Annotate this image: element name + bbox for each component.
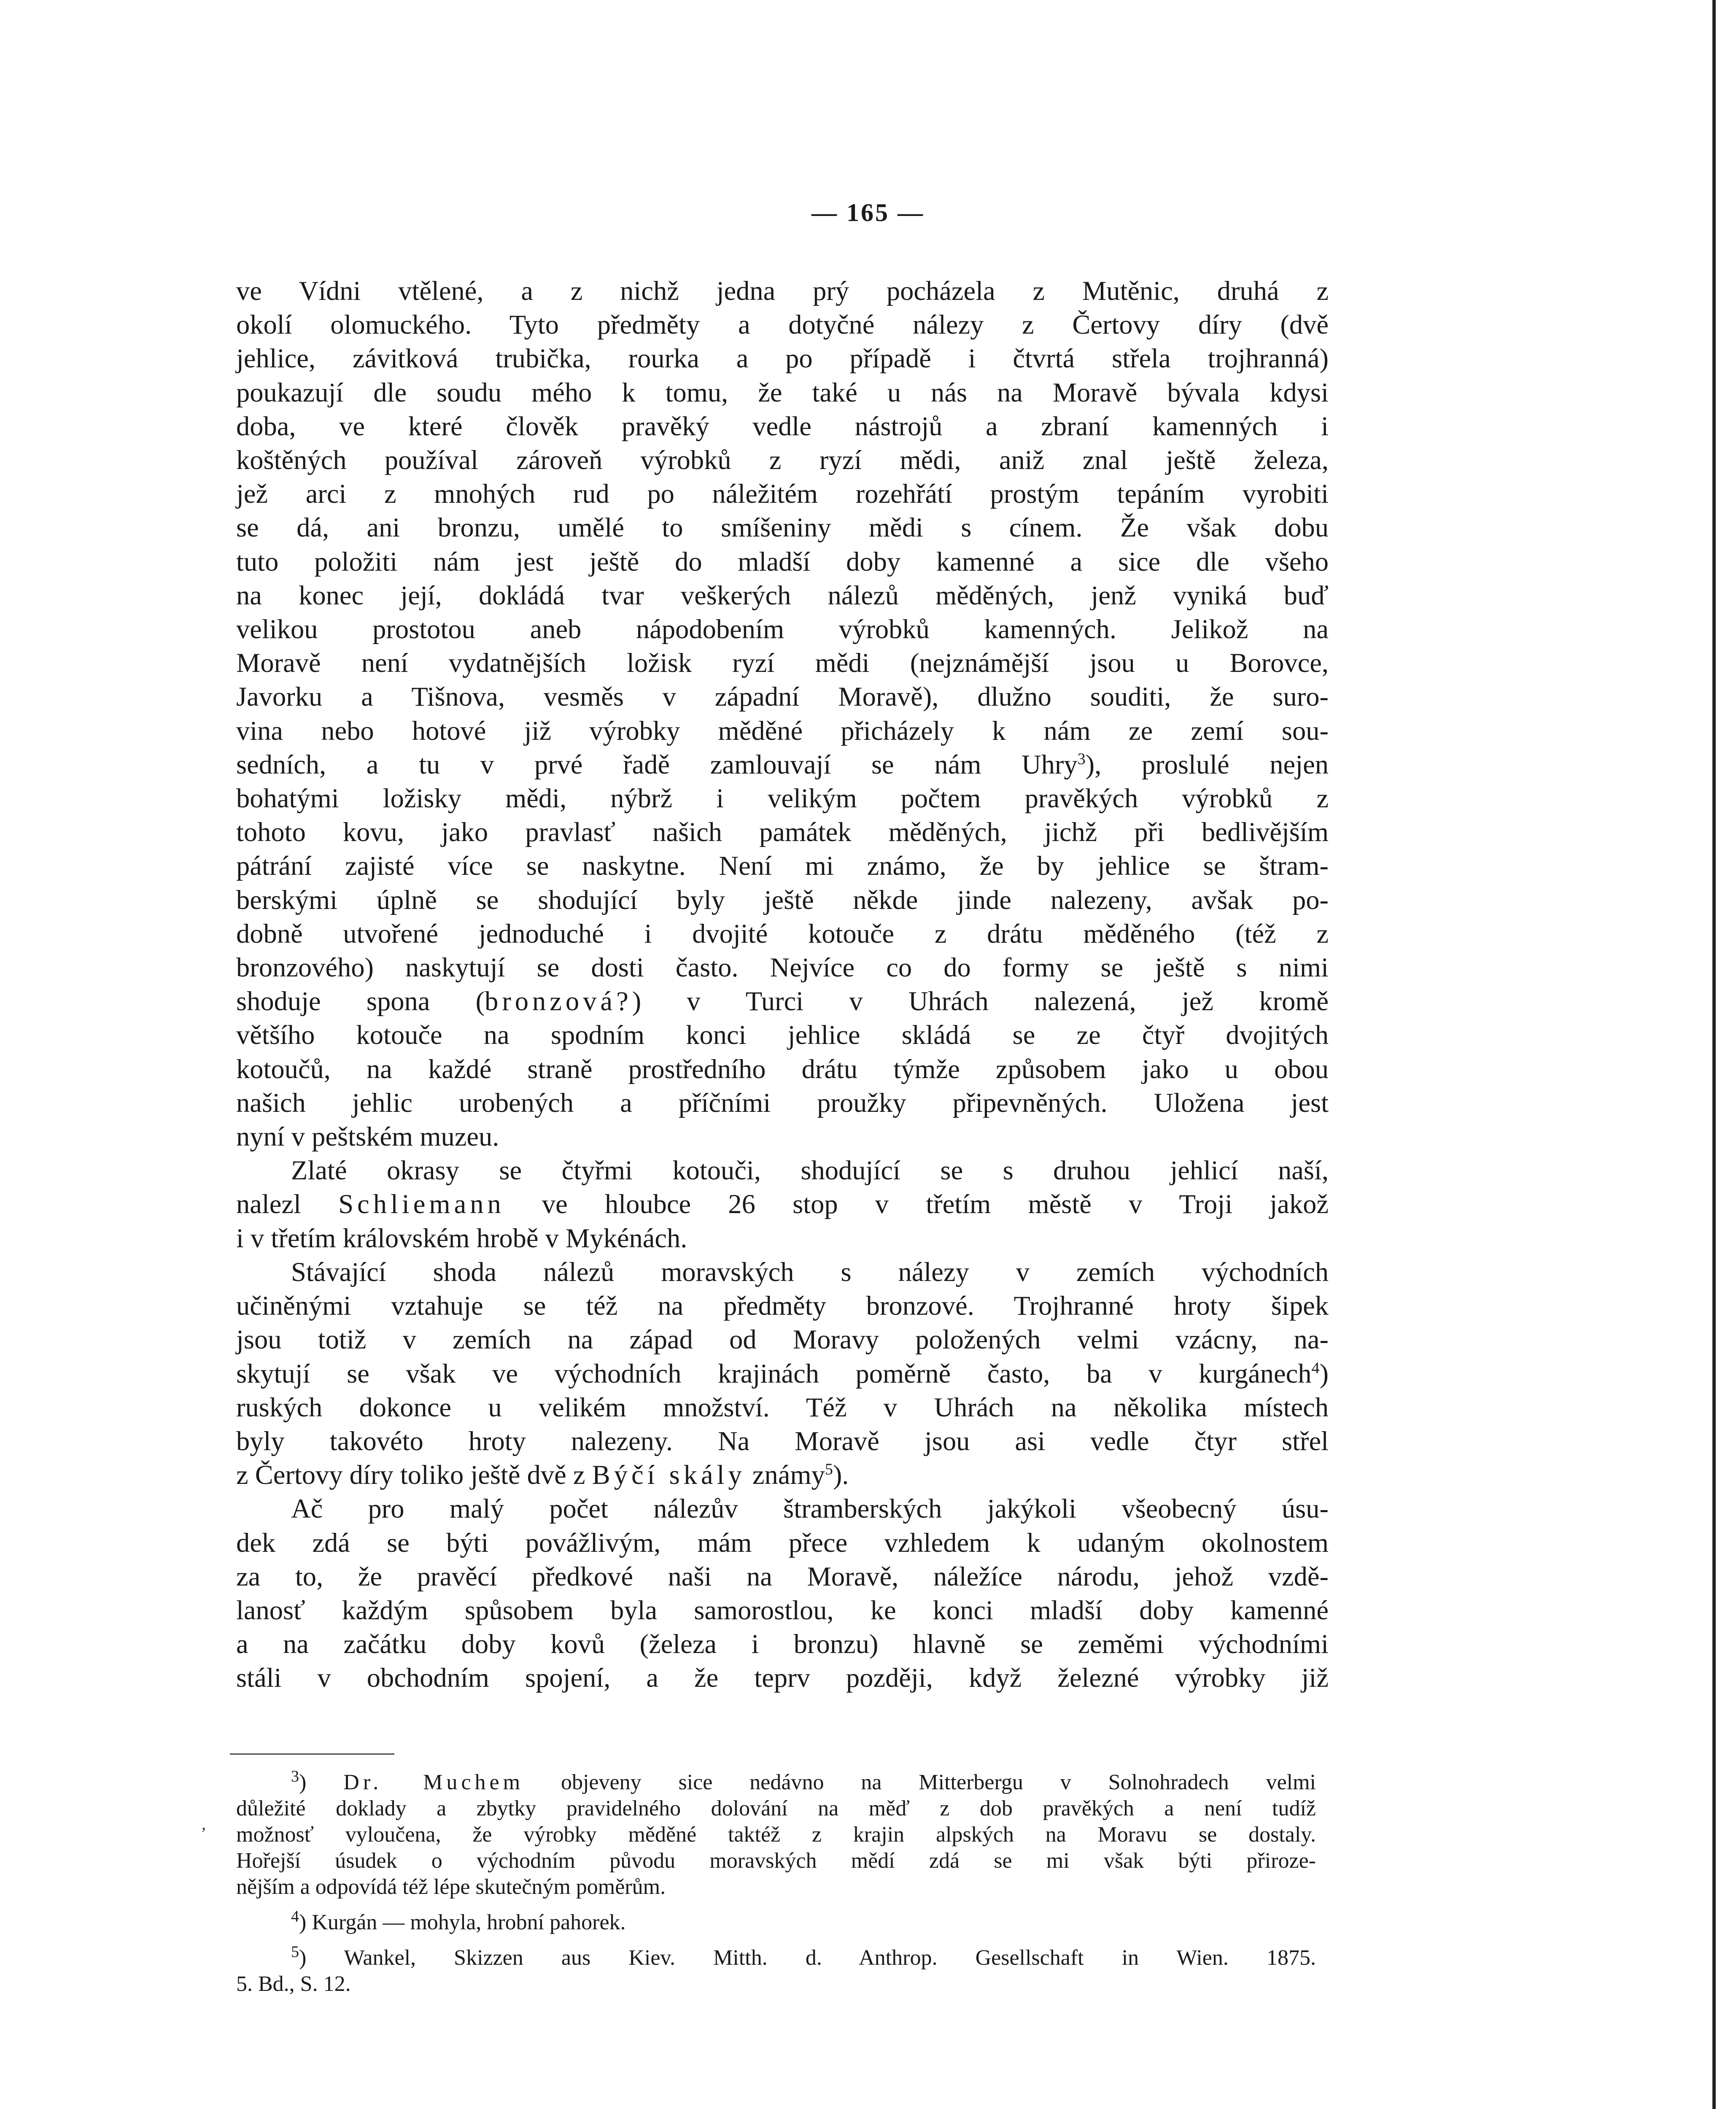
footnote-line: Hořejší úsudek o východním původu moravských mědí zdá se mi však býti přiroze-	[236, 1849, 1316, 1873]
footnote-5	[236, 1945, 1316, 1997]
text-line: koštěných používal zároveň výrobků z ryzí mědi, aniž znal ještě železa,	[236, 445, 1329, 475]
paragraph-1	[236, 274, 1329, 1154]
footnote-3	[236, 1769, 1316, 1900]
text-line: byly takovéto hroty nalezeny. Na Moravě jsou asi vedle čtyr střel	[236, 1426, 1329, 1456]
footnote-line	[236, 1945, 1316, 1971]
text-line: dobně utvořené jednoduché i dvojité kotouče z drátu měděného (též z	[236, 918, 1329, 949]
text-line: Ač pro malý počet nálezův štramberských jakýkoli všeobecný úsu-	[291, 1494, 1329, 1524]
text-line	[236, 984, 1329, 1018]
text-segment: ).	[833, 1460, 849, 1490]
footnote-divider	[230, 1753, 394, 1755]
footnote-text: ) Wankel, Skizzen aus Kiev. Mitth. d. Anthrop. Gesellschaft in Wien. 1875.	[299, 1946, 1316, 1970]
footnote-author: Dr. Muchem	[343, 1770, 524, 1794]
text-line: se dá, ani bronzu, umělé to smíšeniny mědi s cínem. Že však dobu	[236, 512, 1329, 543]
footnote-mark: 3	[291, 1767, 299, 1785]
paragraph-4	[236, 1492, 1329, 1695]
paragraph-3	[236, 1255, 1329, 1492]
text-line: poukazují dle soudu mého k tomu, že také u nás na Moravě bývala kdysi	[236, 377, 1329, 407]
text-line: ruských dokonce u velikém množství. Též v Uhrách na několika místech	[236, 1392, 1329, 1422]
footnote-line: důležité doklady a zbytky pravidelného dolování na měď z dob pravěkých a není tudíž	[236, 1796, 1316, 1820]
text-segment: z Čertovy díry toliko ještě dvě z	[236, 1460, 592, 1490]
main-text	[236, 274, 1329, 1695]
text-line: tuto položiti nám jest ještě do mladší doby kamenné a sice dle všeho	[236, 546, 1329, 577]
text-line: lanosť každým spůsobem byla samorostlou, ke konci mladší doby kamenné	[236, 1595, 1329, 1625]
text-line: na konec její, dokládá tvar veškerých nálezů měděných, jenž vyniká buď	[236, 580, 1329, 610]
text-segment: )	[1319, 1358, 1329, 1389]
text-line: kotoučů, na každé straně prostředního drátu týmže způsobem jako u obou	[236, 1054, 1329, 1084]
footnote-line: 5. Bd., S. 12.	[236, 1972, 351, 1996]
text-line: Stávající shoda nálezů moravských s nálezy v zemích východních	[291, 1257, 1329, 1287]
text-line: pátrání zajisté více se naskytne. Není mi známo, že by jehlice se štram-	[236, 851, 1329, 881]
text-segment: ), proslulé nejen	[1085, 749, 1329, 779]
footnote-line: nějším a odpovídá též lépe skutečným poměrům.	[236, 1875, 666, 1899]
text-line: bohatými ložisky mědi, nýbrž i velikým počtem pravěkých výrobků z	[236, 783, 1329, 814]
text-line	[236, 1187, 1329, 1221]
text-line: i v třetím královském hrobě v Mykénách.	[236, 1223, 687, 1253]
footnote-ref-5: 5	[825, 1460, 833, 1478]
text-segment: ve hloubce 26 stop v třetím městě v Troji jakož	[504, 1189, 1329, 1219]
text-line: nyní v peštském muzeu.	[236, 1122, 499, 1152]
footnote-ref-4: 4	[1311, 1359, 1320, 1377]
text-line: jehlice, závitková trubička, rourka a po případě i čtvrtá střela trojhranná)	[236, 343, 1329, 374]
text-line: okolí olomuckého. Tyto předměty a dotyčné nálezy z Čertovy díry (dvě	[236, 310, 1329, 340]
text-line: za to, že pravěcí předkové naši na Moravě, náležíce národu, jehož vzdě-	[236, 1561, 1329, 1591]
text-line: ve Vídni vtělené, a z nichž jedna prý pocházela z Mutěnic, druhá z	[236, 276, 1329, 306]
text-segment: nalezl	[236, 1189, 339, 1219]
spaced-name: Schliemann	[338, 1189, 505, 1219]
text-line: velikou prostotou aneb nápodobením výrobků kamenných. Jelikož na	[236, 614, 1329, 645]
text-line: dek zdá se býti povážlivým, mám přece vzhledem k udaným okolnostem	[236, 1527, 1329, 1558]
text-line: většího kotouče na spodním konci jehlice skládá se ze čtyř dvojitých	[236, 1020, 1329, 1050]
footnote-line: možnosť vyloučena, že výrobky měděné taktéž z krajin alpských na Moravu se dostaly.	[236, 1823, 1316, 1847]
text-line: Zlaté okrasy se čtyřmi kotouči, shodující se s druhou jehlicí naší,	[291, 1155, 1329, 1186]
footnote-mark: 5	[291, 1943, 299, 1961]
text-line: vina nebo hotové již výrobky měděné přicházely k nám ze zemí sou-	[236, 715, 1329, 746]
text-line: jsou totiž v zemích na západ od Moravy položených velmi vzácny, na-	[236, 1324, 1329, 1355]
footnote-4	[236, 1909, 1316, 1936]
footnote-text: ) Kurgán — mohyla, hrobní pahorek.	[299, 1910, 626, 1934]
text-line: berskými úplně se shodující byly ještě někde jinde nalezeny, avšak po-	[236, 885, 1329, 915]
text-line	[236, 1357, 1329, 1391]
text-line: bronzového) naskytují se dosti často. Nejvíce co do formy se ještě s nimi	[236, 952, 1329, 983]
text-line: a na začátku doby kovů (železa i bronzu) hlavně se zeměmi východními	[236, 1629, 1329, 1659]
text-segment: známy	[745, 1460, 825, 1490]
footnote-line	[236, 1769, 1316, 1796]
text-segment: ) v Turci v Uhrách nalezená, jež kromě	[632, 986, 1329, 1017]
footnote-line	[236, 1909, 1316, 1936]
footnotes	[236, 1769, 1316, 1997]
text-line: učiněnými vztahuje se též na předměty bronzové. Trojhranné hroty šipek	[236, 1291, 1329, 1321]
text-line: jež arci z mnohých rud po náležitém rozehřátí prostým tepáním vyrobiti	[236, 479, 1329, 509]
spaced-emphasis: bronzová?	[485, 986, 632, 1017]
text-line: tohoto kovu, jako pravlasť našich památek měděných, jichž při bedlivějším	[236, 817, 1329, 847]
text-line	[236, 748, 1329, 782]
text-line: Moravě není vydatnějších ložisk ryzí mědi (nejznámější jsou u Borovce,	[236, 648, 1329, 678]
text-line: Javorku a Tišnova, vesměs v západní Moravě), dlužno souditi, že suro-	[236, 682, 1329, 712]
text-line: stáli v obchodním spojení, a že teprv později, když železné výrobky již	[236, 1663, 1329, 1693]
spaced-place-name: Býčí skály	[592, 1460, 746, 1490]
footnote-text: )	[299, 1770, 344, 1794]
text-segment: skytují se však ve východních krajinách poměrně často, ba v kurgánech	[236, 1358, 1312, 1389]
text-segment: shoduje spona (	[236, 986, 485, 1017]
page-edge-shadow	[1712, 0, 1716, 2109]
paragraph-2	[236, 1154, 1329, 1255]
footnote-ref-3: 3	[1077, 750, 1086, 768]
text-line: doba, ve které člověk pravěký vedle nástrojů a zbraní kamenných i	[236, 411, 1329, 441]
text-segment: sedních, a tu v prvé řadě zamlouvají se nám Uhry	[236, 749, 1078, 779]
footnote-text: objeveny sice nedávno na Mitterbergu v Solnohradech velmi	[524, 1770, 1316, 1794]
page-number: — 165 —	[811, 199, 925, 227]
margin-mark: ,	[202, 1814, 206, 1833]
text-line	[236, 1458, 1329, 1492]
text-line: našich jehlic urobených a příčními proužky připevněných. Uložena jest	[236, 1087, 1329, 1118]
footnote-mark: 4	[291, 1907, 299, 1926]
